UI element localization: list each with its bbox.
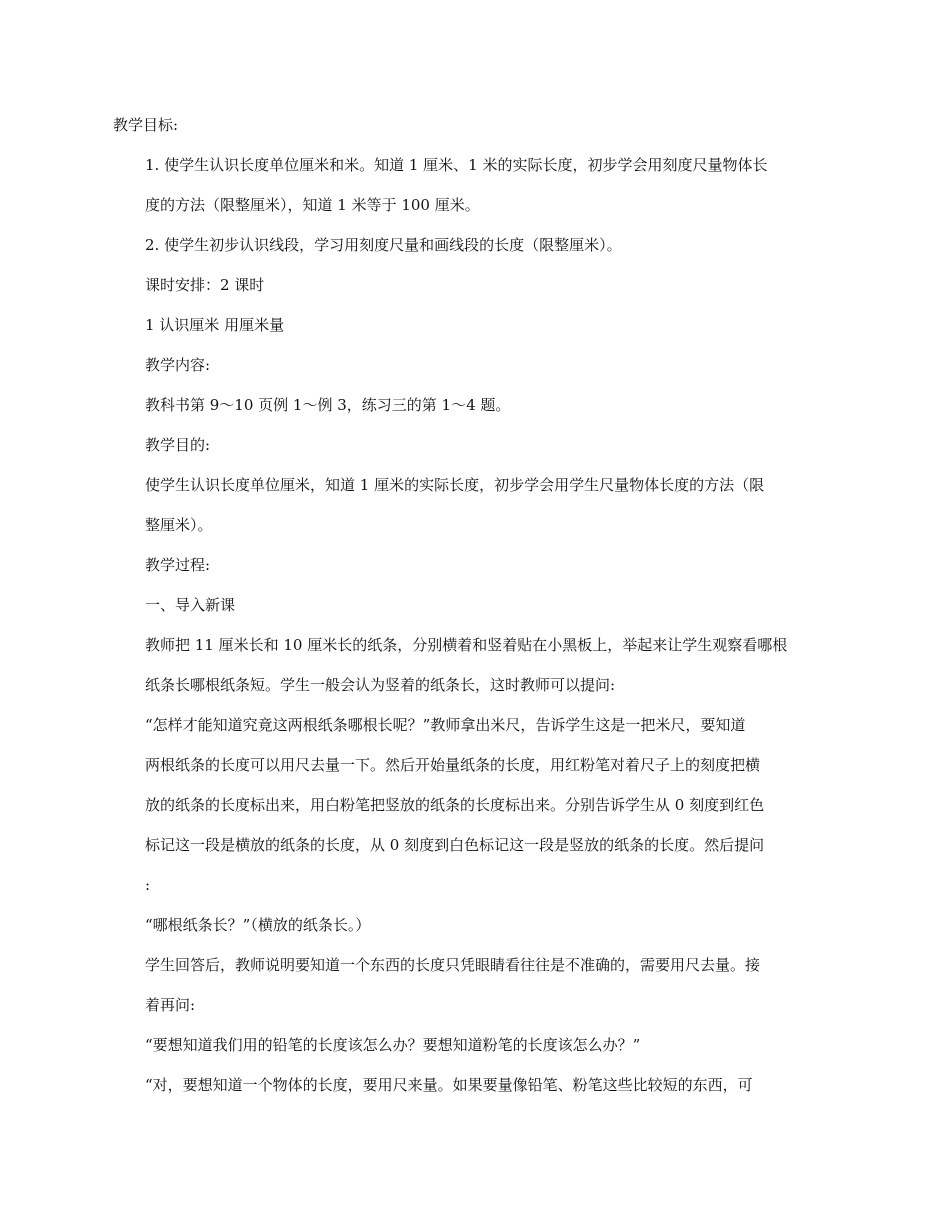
paragraph-line-12: “对，要想知道一个物体的长度，要用尺来量。如果要量像铅笔、粉笔这些比较短的东西，可 — [145, 1076, 753, 1094]
content-text: 教科书第 9～10 页例 1～例 3，练习三的第 1～4 题。 — [145, 396, 511, 414]
paragraph-line-5: 放的纸条的长度标出来，用白粉笔把竖放的纸条的长度标出来。分别告诉学生从 0 刻度到红色 — [145, 796, 765, 814]
paragraph-line-11: “要想知道我们用的铅笔的长度该怎么办？要想知道粉笔的长度该怎么办？” — [145, 1036, 641, 1054]
paragraph-line-3: “怎样才能知道究竟这两根纸条哪根长呢？”教师拿出米尺，告诉学生这是一把米尺，要知道 — [145, 716, 746, 734]
paragraph-line-1: 教师把 11 厘米长和 10 厘米长的纸条，分别横着和竖着贴在小黑板上，举起来让学生观察看哪根 — [145, 636, 788, 654]
paragraph-line-6: 标记这一段是横放的纸条的长度，从 0 刻度到白色标记这一段是竖放的纸条的长度。然后提问 — [145, 836, 765, 854]
goal-1-line-2: 度的方法（限整厘米），知道 1 米等于 100 厘米。 — [145, 196, 480, 214]
lesson-1-title: 1 认识厘米 用厘米量 — [145, 316, 285, 334]
paragraph-line-9: 学生回答后，教师说明要知道一个东西的长度只凭眼睛看往往是不准确的，需要用尺去量。接 — [145, 956, 761, 974]
heading-teaching-purpose: 教学目的: — [145, 436, 211, 454]
paragraph-line-10: 着再问: — [145, 996, 196, 1014]
paragraph-line-8: “哪根纸条长？”（横放的纸条长。） — [145, 916, 371, 934]
purpose-line-1: 使学生认识长度单位厘米，知道 1 厘米的实际长度，初步学会用学生尺量物体长度的方法（限 — [145, 476, 765, 494]
purpose-line-2: 整厘米）。 — [145, 516, 213, 534]
heading-teaching-process: 教学过程: — [145, 556, 211, 574]
paragraph-line-7: : — [145, 876, 151, 894]
schedule: 课时安排：2 课时 — [145, 276, 265, 294]
goal-1-line-1: 1. 使学生认识长度单位厘米和米。知道 1 厘米、1 米的实际长度，初步学会用刻度尺量物体长 — [145, 156, 768, 174]
goal-2: 2. 使学生初步认识线段，学习用刻度尺量和画线段的长度（限整厘米）。 — [145, 236, 622, 254]
paragraph-line-4: 两根纸条的长度可以用尺去量一下。然后开始量纸条的长度，用红粉笔对着尺子上的刻度把横 — [145, 756, 761, 774]
heading-teaching-content: 教学内容: — [145, 356, 211, 374]
heading-teaching-goals: 教学目标: — [113, 116, 179, 134]
section-1-title: 一、导入新课 — [145, 596, 236, 614]
paragraph-line-2: 纸条长哪根纸条短。学生一般会认为竖着的纸条长，这时教师可以提问: — [145, 676, 616, 694]
